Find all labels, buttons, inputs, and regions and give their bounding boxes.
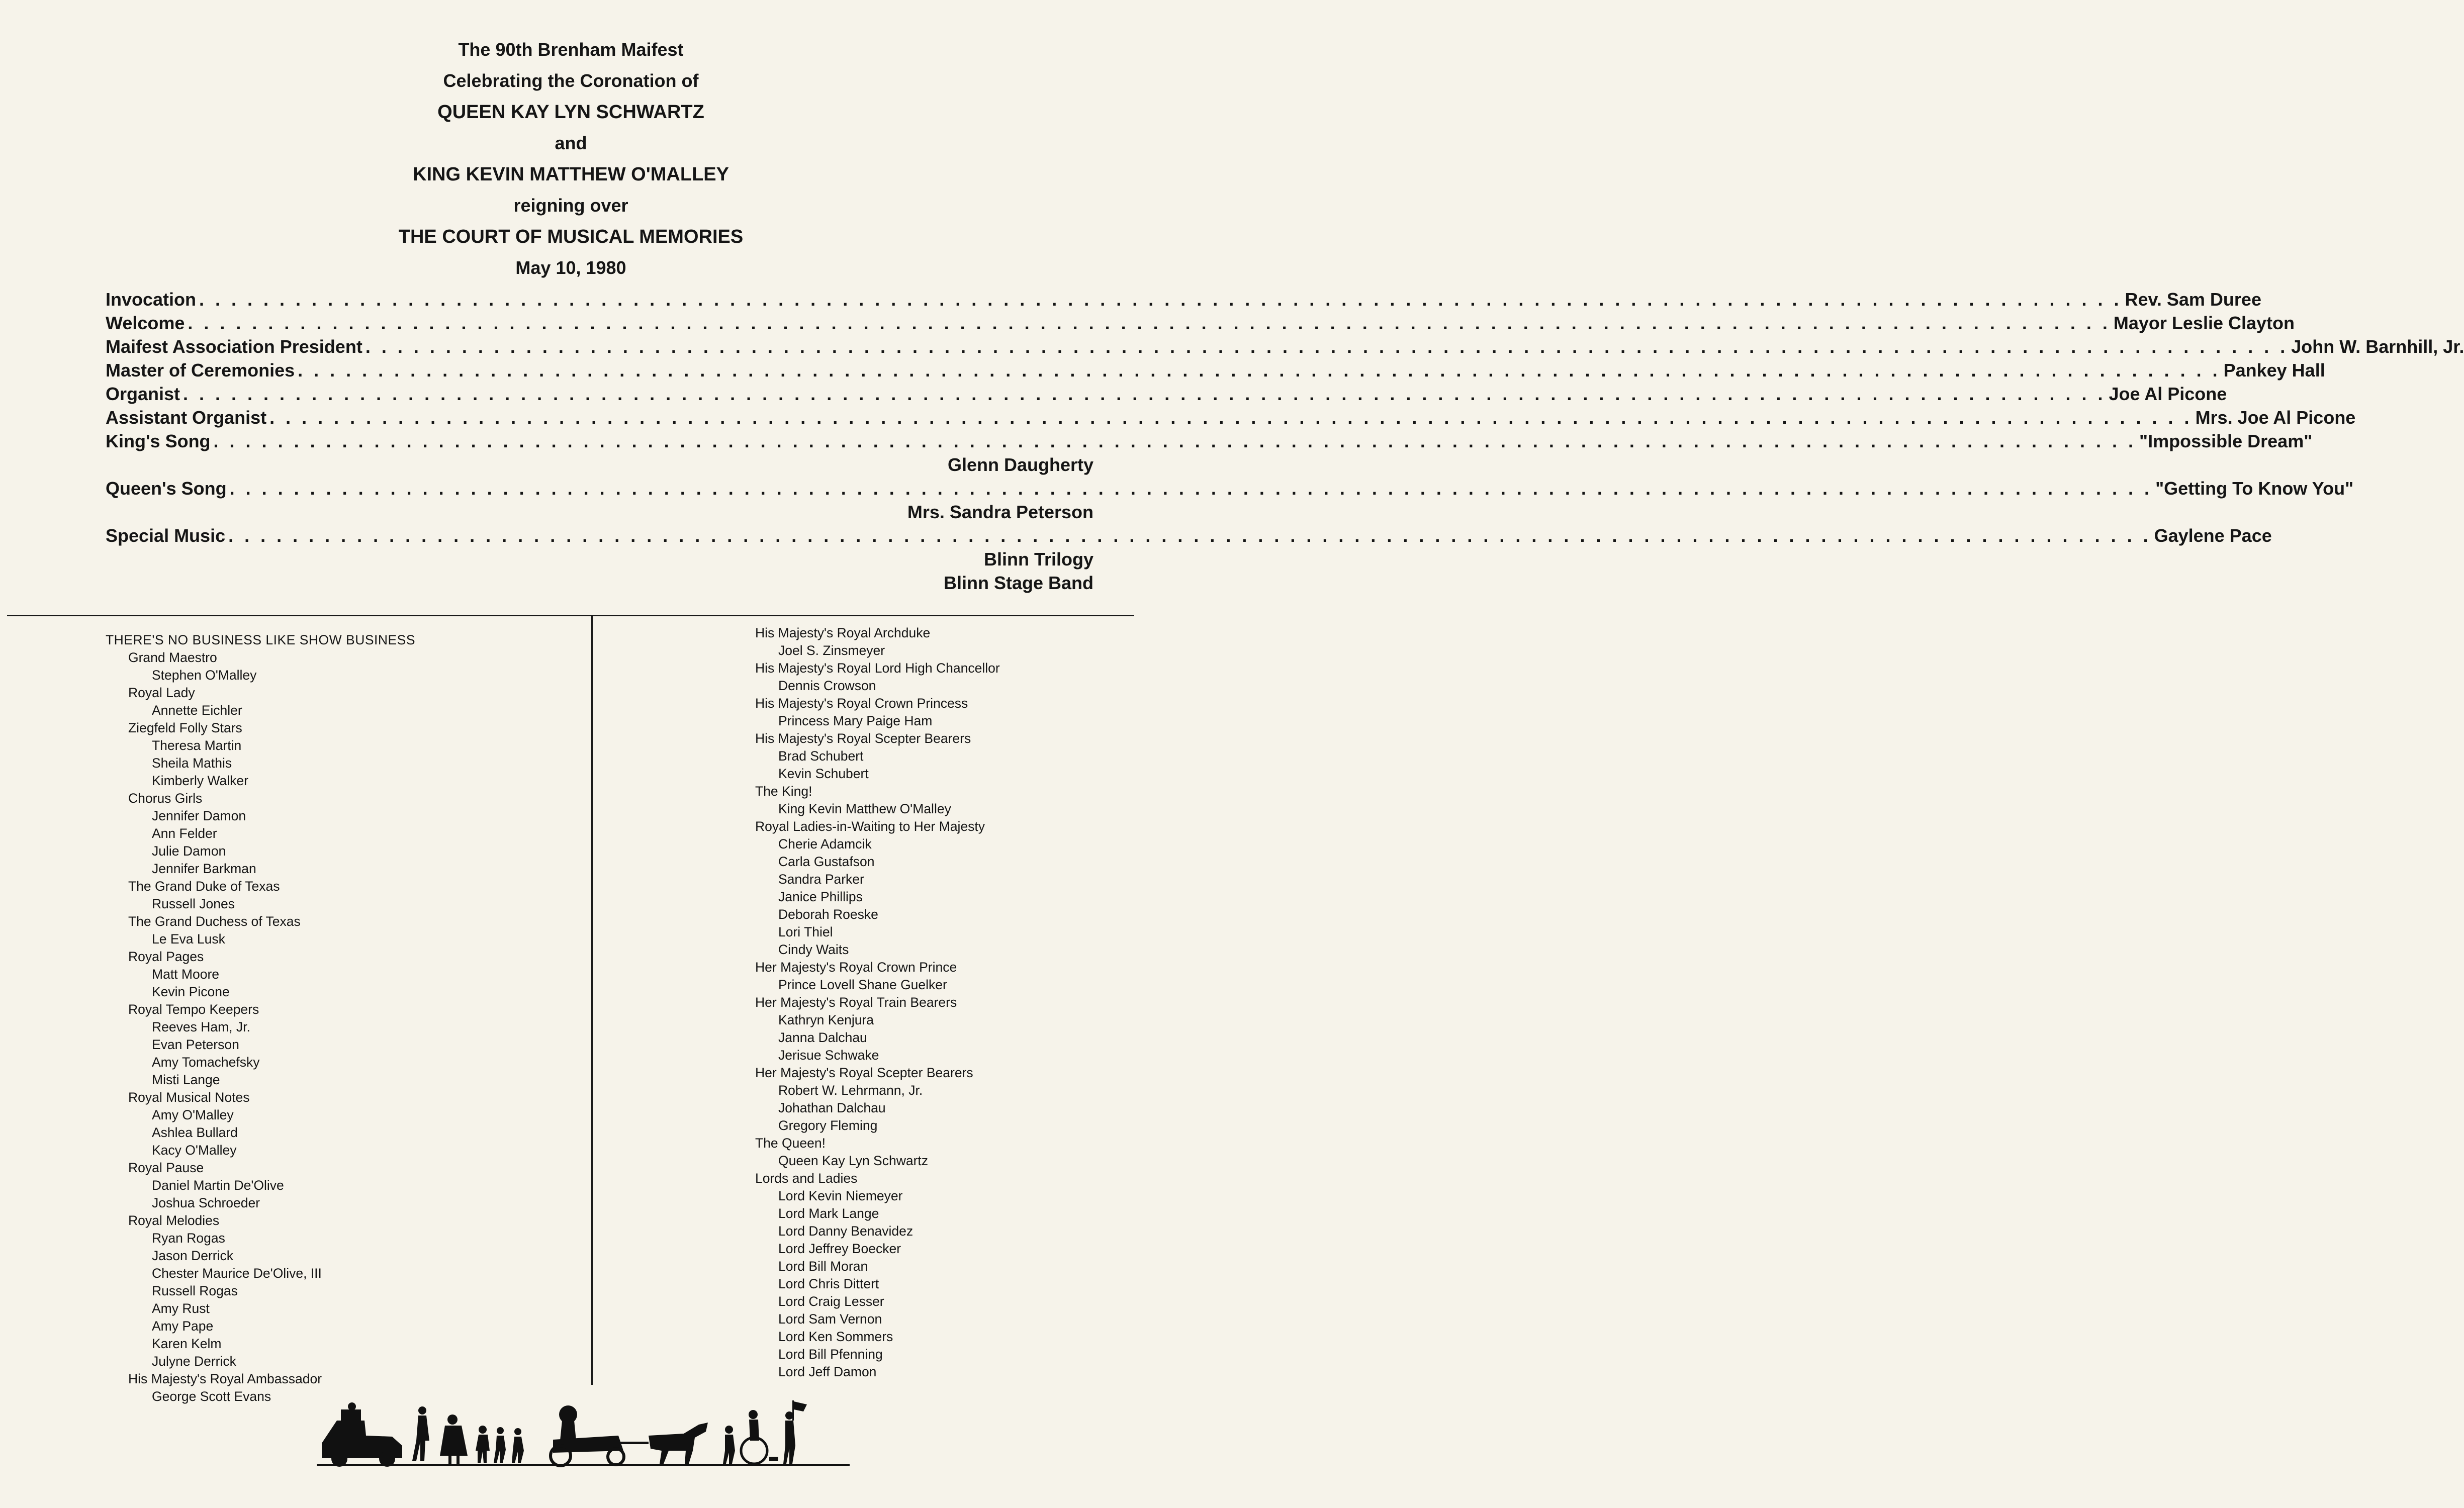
program-row — [106, 335, 2464, 358]
court-member: Amy Tomachefsky — [152, 1055, 260, 1070]
court-member: Julyne Derrick — [152, 1354, 236, 1369]
court-member: Misti Lange — [152, 1072, 220, 1087]
court-group — [755, 783, 1000, 818]
program-row — [106, 288, 2261, 311]
court-member: Lord Bill Moran — [778, 1259, 868, 1274]
program-role: Master of Ceremonies — [106, 360, 295, 381]
court-group — [755, 695, 1000, 730]
column-title: THERE'S NO BUSINESS LIKE SHOW BUSINESS — [106, 632, 416, 647]
program-row — [106, 406, 2356, 429]
program-performer: Gaylene Pace — [2154, 525, 2272, 546]
court-role: His Majesty's Royal Archduke — [755, 625, 931, 640]
court-member: Cindy Waits — [778, 942, 849, 957]
court-role: The Grand Duke of Texas — [128, 879, 280, 894]
program-row — [106, 429, 2313, 453]
court-role: His Majesty's Royal Crown Princess — [755, 696, 968, 711]
court-member: Reeves Ham, Jr. — [152, 1019, 250, 1034]
court-member: Lord Craig Lesser — [778, 1294, 884, 1309]
court-group — [755, 818, 1000, 959]
court-member: Cherie Adamcik — [778, 836, 872, 852]
court-member: Johathan Dalchau — [778, 1100, 886, 1115]
court-role: Royal Pages — [128, 949, 204, 964]
court-member: Lord Bill Pfenning — [778, 1347, 883, 1362]
court-member: Kimberly Walker — [152, 773, 248, 788]
program-performer: "Impossible Dream" — [2139, 431, 2313, 451]
program-role: Invocation — [106, 289, 197, 310]
court-member: Gregory Fleming — [778, 1118, 878, 1133]
program-performer: Mayor Leslie Clayton — [2113, 313, 2295, 333]
dot-leader: . . . . . . . . . . . . . . . . . . . . . . . . . . . . . . . . . . . . . . . . . . . . . . . . . . . . . . . . . . . . . . . . . . . . . . . . . . . . . . . . . . . . . . . . . . . . . . . . . . . . . . . . . . . . . . . . . . . . . . . . — [365, 336, 2289, 357]
header-line-1: The 90th Brenham Maifest — [458, 39, 684, 60]
court-member: Daniel Martin De'Olive — [152, 1178, 284, 1193]
header-line-2: Celebrating the Coronation of — [443, 70, 699, 91]
right-column — [755, 624, 1000, 1381]
court-role: The King! — [755, 784, 812, 799]
court-member: Lord Mark Lange — [778, 1206, 879, 1221]
program-performer: Joe Al Picone — [2109, 384, 2227, 404]
program-performer: Mrs. Joe Al Picone — [2195, 407, 2356, 428]
court-role: Ziegfeld Folly Stars — [128, 720, 242, 735]
court-group — [755, 1170, 1000, 1381]
dot-leader: . . . . . . . . . . . . . . . . . . . . . . . . . . . . . . . . . . . . . . . . . . . . . . . . . . . . . . . . . . . . . . . . . . . . . . . . . . . . . . . . . . . . . . . . . . . . . . . . . . . . . . . . . . . . . . . . . . . . . . . . — [213, 431, 2137, 451]
program-performer: John W. Barnhill, Jr. — [2291, 336, 2464, 357]
court-group — [755, 1135, 1000, 1170]
program-header — [0, 34, 1142, 284]
court-member: Brad Schubert — [778, 748, 864, 764]
court-member: Amy Pape — [152, 1318, 214, 1334]
program-role: Welcome — [106, 313, 185, 333]
program-row — [106, 382, 2227, 406]
court-member: Sandra Parker — [778, 872, 864, 887]
court-member: Lord Chris Dittert — [778, 1276, 879, 1291]
court-member: Dennis Crowson — [778, 678, 876, 693]
court-role: His Majesty's Royal Ambassador — [128, 1371, 322, 1386]
court-member: Robert W. Lehrmann, Jr. — [778, 1083, 923, 1098]
court-group — [106, 790, 415, 878]
court-member: Russell Jones — [152, 896, 235, 911]
program-role: Queen's Song — [106, 478, 227, 499]
court-member: Ann Felder — [152, 826, 217, 841]
cyclist-icon — [723, 1400, 807, 1464]
program-row — [106, 477, 2354, 500]
program-order — [106, 288, 2464, 595]
court-member: Le Eva Lusk — [152, 931, 225, 947]
horse-carriage-icon — [551, 1405, 708, 1466]
court-role: Royal Musical Notes — [128, 1090, 250, 1105]
court-role: Royal Pause — [128, 1160, 204, 1175]
court-role: Royal Lady — [128, 685, 195, 700]
court-group — [106, 684, 415, 719]
program-row — [106, 524, 2272, 547]
court-member: Lord Danny Benavidez — [778, 1223, 914, 1239]
court-group — [755, 659, 1000, 695]
court-group — [755, 730, 1000, 783]
court-group — [755, 624, 1000, 659]
dot-leader: . . . . . . . . . . . . . . . . . . . . . . . . . . . . . . . . . . . . . . . . . . . . . . . . . . . . . . . . . . . . . . . . . . . . . . . . . . . . . . . . . . . . . . . . . . . . . . . . . . . . . . . . . . . . . . . . . . . . . . . . — [298, 360, 2221, 381]
court-group — [106, 948, 415, 1001]
court-role: The Grand Duchess of Texas — [128, 914, 301, 929]
court-member: Lord Jeff Damon — [778, 1364, 877, 1379]
court-member: Theresa Martin — [152, 738, 242, 753]
header-and: and — [555, 133, 587, 153]
court-member: Janice Phillips — [778, 889, 863, 904]
court-member: Carla Gustafson — [778, 854, 875, 869]
left-column — [106, 631, 415, 1405]
court-member: Jason Derrick — [152, 1248, 233, 1263]
horizontal-divider — [7, 615, 1134, 616]
court-member: Ryan Rogas — [152, 1231, 225, 1246]
court-member: Kevin Picone — [152, 984, 230, 999]
court-member: Joshua Schroeder — [152, 1195, 260, 1210]
court-role: Grand Maestro — [128, 650, 217, 665]
court-member: Evan Peterson — [152, 1037, 239, 1052]
program-role: Organist — [106, 384, 180, 404]
court-group — [106, 719, 415, 790]
dot-leader: . . . . . . . . . . . . . . . . . . . . . . . . . . . . . . . . . . . . . . . . . . . . . . . . . . . . . . . . . . . . . . . . . . . . . . . . . . . . . . . . . . . . . . . . . . . . . . . . . . . . . . . . . . . . . . . . . . . . . . . . — [188, 313, 2111, 333]
dot-leader: . . . . . . . . . . . . . . . . . . . . . . . . . . . . . . . . . . . . . . . . . . . . . . . . . . . . . . . . . . . . . . . . . . . . . . . . . . . . . . . . . . . . . . . . . . . . . . . . . . . . . . . . . . . . . . . . . . . . . . . . — [269, 407, 2193, 428]
court-group — [106, 1159, 415, 1212]
court-member: Prince Lovell Shane Guelker — [778, 977, 947, 992]
program-performer: "Getting To Know You" — [2155, 478, 2354, 499]
court-member: Amy Rust — [152, 1301, 210, 1316]
court-group — [106, 1212, 415, 1370]
court-member: Kathryn Kenjura — [778, 1012, 874, 1027]
court-role: Royal Ladies-in-Waiting to Her Majesty — [755, 819, 985, 834]
court-group — [755, 994, 1000, 1064]
court-member: Lord Sam Vernon — [778, 1311, 882, 1327]
court-member: Russell Rogas — [152, 1283, 238, 1298]
vertical-divider — [591, 615, 593, 1385]
court-member: Lori Thiel — [778, 924, 833, 939]
queen-title: QUEEN KAY LYN SCHWARTZ — [437, 102, 704, 123]
court-group — [106, 878, 415, 913]
court-member: Jerisue Schwake — [778, 1048, 879, 1063]
parade-silhouette-illustration — [317, 1400, 855, 1471]
court-group — [106, 1001, 415, 1089]
program-performer-continued: Blinn Stage Band — [943, 573, 1093, 593]
program-performer-continued: Mrs. Sandra Peterson — [907, 502, 1093, 522]
program-row — [106, 358, 2325, 382]
court-role: Lords and Ladies — [755, 1171, 858, 1186]
court-member: Deborah Roeske — [778, 907, 878, 922]
court-group — [106, 913, 415, 948]
court-member: Queen Kay Lyn Schwartz — [778, 1153, 929, 1168]
court-member: Sheila Mathis — [152, 756, 232, 771]
program-role: Maifest Association President — [106, 336, 362, 357]
court-member: Lord Jeffrey Boecker — [778, 1241, 901, 1256]
program-performer-continued: Glenn Daugherty — [947, 454, 1093, 475]
program-performer: Pankey Hall — [2223, 360, 2325, 381]
event-date: May 10, 1980 — [515, 257, 626, 278]
court-role: Her Majesty's Royal Train Bearers — [755, 995, 957, 1010]
court-member: Julie Damon — [152, 843, 226, 859]
court-role: Her Majesty's Royal Scepter Bearers — [755, 1065, 973, 1080]
court-group — [755, 1064, 1000, 1135]
court-role: His Majesty's Royal Lord High Chancellor — [755, 661, 1000, 676]
dot-leader: . . . . . . . . . . . . . . . . . . . . . . . . . . . . . . . . . . . . . . . . . . . . . . . . . . . . . . . . . . . . . . . . . . . . . . . . . . . . . . . . . . . . . . . . . . . . . . . . . . . . . . . . . . . . . . . . . . . . . . . . — [229, 478, 2153, 499]
court-group — [106, 1089, 415, 1159]
court-member: Kacy O'Malley — [152, 1143, 237, 1158]
court-member: George Scott Evans — [152, 1389, 271, 1404]
header-reigning: reigning over — [513, 195, 628, 216]
program-performer: Rev. Sam Duree — [2125, 289, 2261, 310]
court-member: Joel S. Zinsmeyer — [778, 643, 885, 658]
king-title: KING KEVIN MATTHEW O'MALLEY — [413, 164, 729, 185]
court-role: Royal Tempo Keepers — [128, 1002, 259, 1017]
court-group — [755, 959, 1000, 994]
court-member: Princess Mary Paige Ham — [778, 713, 933, 728]
court-title: THE COURT OF MUSICAL MEMORIES — [398, 226, 744, 247]
court-member: Stephen O'Malley — [152, 668, 257, 683]
court-member: Karen Kelm — [152, 1336, 222, 1351]
program-performer-continued: Blinn Trilogy — [983, 549, 1093, 570]
court-role: Chorus Girls — [128, 791, 203, 806]
court-member: Amy O'Malley — [152, 1107, 234, 1122]
program-role: Special Music — [106, 525, 226, 546]
court-member: Lord Kevin Niemeyer — [778, 1188, 903, 1203]
dot-leader: . . . . . . . . . . . . . . . . . . . . . . . . . . . . . . . . . . . . . . . . . . . . . . . . . . . . . . . . . . . . . . . . . . . . . . . . . . . . . . . . . . . . . . . . . . . . . . . . . . . . . . . . . . . . . . . . . . . . . . . . — [228, 525, 2151, 546]
program-role: Assistant Organist — [106, 407, 267, 428]
program-role: King's Song — [106, 431, 211, 451]
court-member: Lord Ken Sommers — [778, 1329, 893, 1344]
court-member: King Kevin Matthew O'Malley — [778, 801, 951, 816]
court-member: Annette Eichler — [152, 703, 242, 718]
court-member: Jennifer Barkman — [152, 861, 256, 876]
court-role: The Queen! — [755, 1136, 826, 1151]
marching-figures-icon — [412, 1406, 524, 1464]
court-member: Janna Dalchau — [778, 1030, 867, 1045]
dot-leader: . . . . . . . . . . . . . . . . . . . . . . . . . . . . . . . . . . . . . . . . . . . . . . . . . . . . . . . . . . . . . . . . . . . . . . . . . . . . . . . . . . . . . . . . . . . . . . . . . . . . . . . . . . . . . . . . . . . . . . . . — [199, 289, 2122, 310]
court-role: Royal Melodies — [128, 1213, 220, 1228]
court-member: Kevin Schubert — [778, 766, 869, 781]
court-group — [106, 649, 415, 684]
program-row — [106, 311, 2295, 335]
court-member: Ashlea Bullard — [152, 1125, 238, 1140]
court-role: His Majesty's Royal Scepter Bearers — [755, 731, 971, 746]
court-member: Jennifer Damon — [152, 808, 246, 823]
court-member: Chester Maurice De'Olive, III — [152, 1266, 322, 1281]
dot-leader: . . . . . . . . . . . . . . . . . . . . . . . . . . . . . . . . . . . . . . . . . . . . . . . . . . . . . . . . . . . . . . . . . . . . . . . . . . . . . . . . . . . . . . . . . . . . . . . . . . . . . . . . . . . . . . . . . . . . . . . . — [183, 384, 2106, 404]
court-member: Matt Moore — [152, 967, 220, 982]
antique-car-icon — [322, 1402, 402, 1467]
court-role: Her Majesty's Royal Crown Prince — [755, 960, 957, 975]
